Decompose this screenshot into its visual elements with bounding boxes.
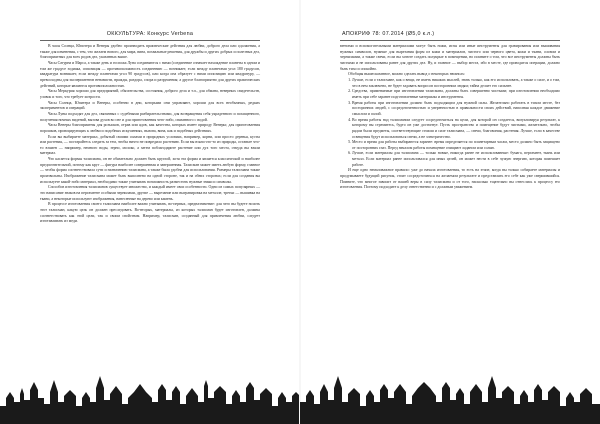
running-header-right: АПОКРИФ 78: 07.2014 (Ø5,0 к.л.): [342, 31, 435, 37]
paragraph: Если вы выбираете материал, добытый своими силами в природных условиях, например, корни, или просто деревья, кусты или растения, — постарайтесь следить за тем, чтобы ничто не повредило растению. Если вы взяли что-то из природы, оставьте что-то взамен — например, немного воды, зерно, молоко, а затем поблагодарите растение или дух того места, откуда вы взяли материал.: [40, 134, 260, 156]
list-item: 3. Время работы при изготовлении должно быть подходящим для нужной силы. Желательно работать в тихом месте, без посторонних людей, с сосредоточенностью и уверенностью в правильности своих действий, наполняя каждое движение смыслом и силой.: [352, 101, 560, 118]
city-skyline-decoration: [0, 362, 300, 424]
header-rule-right: [340, 40, 560, 41]
paragraph: вентами и вспомогательными материалами могут быть ножи, иглы или иные инструменты для гравирования или вышивания нужных символов, нужные для вырезания форм из кожи и материалов, чистого или черного цвета, кожи и ткани, оловом и черниламии, а также свечи, если вы хотите создать полукрые в помещении, но помните о том, что все инструменты должны быть чистыми и не использованы ранее для других дел. Ну, и главное — выбор места, ибо в месте, где проводятся операции, должно быть тихо и спокойно.: [340, 44, 560, 71]
list-item: 2. Средства, применяемые при изготовлении талисмана, должны быть совершенно чистыми; при изготовлении необходимо иметь при себе заранее подготовленные материалы и инструменты.: [352, 89, 560, 100]
list-item: 1. Лучше, если о талисмане, как о вещи, не иметь никаких мыслей, знать только, как его использовать, а также о силе, и о том, что в нем заключено, не будет задавать вопросов посторонним людям; тайна делает его сильнее.: [352, 78, 560, 89]
paragraph: Что касается формы талисмана, он не обязательно должен быть круглой, хотя эта форма и является классической и наиболее предпочтительной, потому как круг — фигура наиболее совершенная и завершенная. Талисман может иметь любую форму, главное — чтобы форма соответствовала сути и назначению талисмана, а также была удобна для использования. Размеры талисмана также произвольны. Изображение талисмана может быть выполнено на одной стороне, так и на обеих сторонах; если для создания вы используете какой-либо материал, необходимо также учитывать возможность разместить нужные знаки и символы.: [40, 157, 260, 184]
paragraph: Способов изготовления талисманов существует множество, и каждый имеет свои особенности. Одни из самых популярных — это написание знаков на пергаменте особыми чернилами, другие — вырезание или выгравировка на металле, третьи — вышивка на ткани, а некоторые используют изображения, нанесенные на дерево или камень.: [40, 185, 260, 201]
page-number-left: 74: [147, 377, 153, 383]
header-rule-left: [40, 40, 260, 41]
paragraph: Часы Сатурна и Марса, а также день и госпожа Луна соединяются с ними (соединение означает нахождение планеты в одном и том же градусе зодиака, оппозиция — противоположность соединению — возникает, если между планетами угол 180 градусов, квадратура возникает, если между планетами угол 90 градусов), или когда она образует с ними оппозицию или квадратуру, — превосходны для экспериментов ненависти, вражды, раздора, спора и разрушения; а другое благоприятно для других практических действий, которые являются противоположностью.: [40, 60, 260, 88]
paragraph: В процессе изготовления своего талисмана наиболее важно учитывать, во-первых, предназначение: для чего вы будете носить этот талисман, какую цель он должен преследовать. Во-вторых, материалы, из которых талисман будет изготовлен, должны соответствовать как этой цели, так и своим свойствам. Например, талисман, созданный для привлечения любви, следует изготавливать из меди.: [40, 202, 260, 224]
list-item: 4. Во время работы над талисманом следует сосредоточиться на цели, для которой он создается, визуализируя результат, к которому вы стремитесь, будто он уже достигнут. Пусть пространство и помещение будут чистыми, желательно, чтобы рядом были предметы, соответствующие стихии и силе талисмана, — свечи, благовония, растения. Лучше, если в качестве освещения будут использоваться свечи, а не электричество.: [352, 118, 560, 141]
city-skyline-decoration: [300, 362, 600, 424]
paragraph: Часы Солнца, Юпитера и Венеры, особенно в дни, которыми они управляют, хороши для всех необычных, редких экспериментов и операций.: [40, 100, 260, 111]
paragraph: Обобщая вышесказанное, можно сделать вывод о некоторых нюансах:: [348, 72, 466, 77]
numbered-list: [340, 78, 560, 169]
paragraph: И еще одно немаловажное правило: уже до начала изготовления, то есть на этапе, когда вы только собираете материалы и продумываете будущий рисунок, стоит сосредоточиться на желаемом результате и представлять его себе как уже свершившийся. Помните, что многое зависит от вашей веры в силу талисмана и от того, насколько тщательно вы отнеслись к процессу его изготовления. Поэтому подходите к делу ответственно и с должным уважением.: [340, 168, 560, 190]
list-item: 5. Место и время для работы выбираются заранее: время определяется по планетарным часам, место должно быть защищено от посторонних глаз. Перед началом работы помещение очищают ладаном или солью.: [352, 140, 560, 151]
running-header-left: ОККУЛЬТУРА: Конкурс Verbena: [106, 31, 194, 37]
right-page: [300, 0, 600, 424]
paragraph: В часы Солнца, Юпитера и Венеры удобно производить практические действия для любви, доброго дела или одолжения, а также для изменения, с тем, что желаем нового, для мира, вина, похвальные решения, для дружбы и других добрых и полезных дел, благоприятных для всех родов дел, указанных выше.: [40, 44, 260, 60]
left-body-text: [40, 44, 260, 225]
paragraph: Часы Меркурия хороши для предприятий, обязательства, состояния, доброго дела и т.п., для обмана, неверных свидетельств, уловок и того, что требует хитрости.: [40, 89, 260, 99]
paragraph: Часы Венеры благоприятны для розысков, отрав или ядов, как качества, которых имеет природу Венеры; для приготовления порошков, провоцирующих к любви и подобных искушениях, вызова, вина, как и подобных действиях.: [40, 123, 260, 133]
right-body-text: [340, 44, 560, 191]
page-number-right: 75: [447, 377, 453, 383]
list-item: 6. Лучше, если материалы для талисмана — только новые, никогда ранее не использованные: бумага, пергамент, ткань или металл. Если материал ранее использовался для иных целей, он может нести в себе чужую энергию, которая помешает работе.: [352, 151, 560, 168]
paragraph: Часы Луны подходят для дел, связанных с судебными разбирательствами, для возвращения себя украденного и похищенного, получения ночных видений, вызова духов во сне и для приготовления чего-либо, связанного с водой.: [40, 111, 260, 122]
